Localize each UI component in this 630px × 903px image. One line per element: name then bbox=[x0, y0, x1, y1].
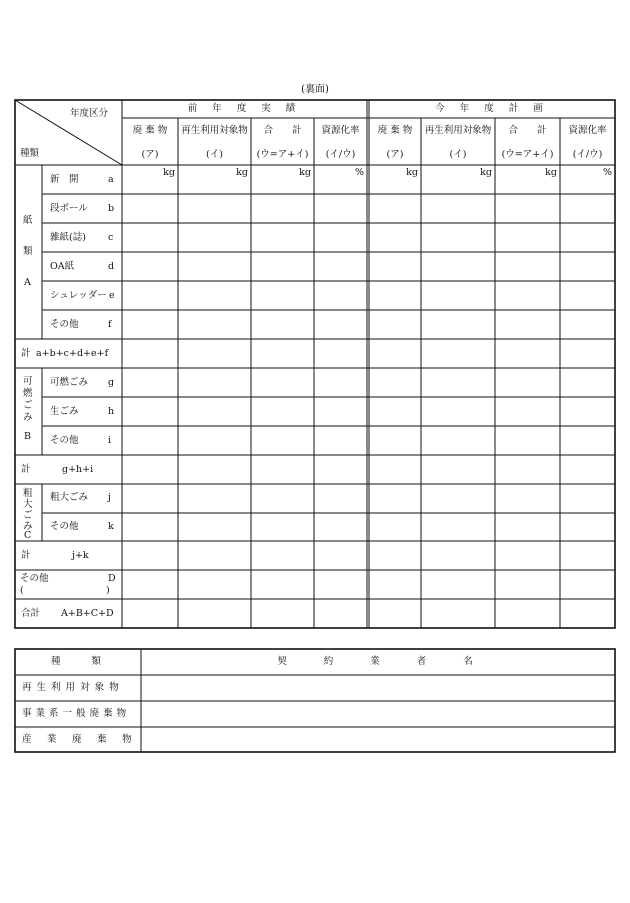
row-code: j bbox=[108, 492, 111, 503]
group-previous-year: 前 年 度 実 績 bbox=[187, 103, 302, 114]
col-header-rate-prev: 資源化率 bbox=[321, 125, 360, 136]
unit-label: kg bbox=[163, 167, 175, 178]
category-burnable-char: 燃 bbox=[23, 388, 33, 399]
category-bulky-char: 粗 bbox=[23, 488, 33, 499]
col-subheader-a-curr: (ア) bbox=[386, 149, 404, 160]
unit-label: % bbox=[354, 167, 364, 178]
row-code: b bbox=[108, 203, 115, 214]
paren-close: ) bbox=[106, 585, 110, 596]
row-label: 新 開 bbox=[50, 174, 79, 185]
row-code: d bbox=[108, 261, 115, 272]
unit-label: kg bbox=[299, 167, 311, 178]
row-code: f bbox=[108, 319, 112, 330]
row-code: j+k bbox=[72, 550, 89, 561]
col-header-total-curr: 合 計 bbox=[508, 125, 547, 136]
col-subheader-u-curr: (ウ=ア+イ) bbox=[501, 149, 554, 160]
row-code: g+h+i bbox=[62, 464, 94, 475]
row-label: その他 bbox=[50, 435, 79, 446]
unit-label: % bbox=[602, 167, 612, 178]
row-label: その他 bbox=[50, 521, 79, 532]
row-label: 合計 bbox=[21, 608, 41, 619]
category-burnable-char: ご bbox=[23, 400, 33, 411]
unit-label: kg bbox=[406, 167, 418, 178]
category-bulky-char: 大 bbox=[23, 499, 33, 510]
row-label: シュレッダー bbox=[50, 290, 107, 301]
row-code: h bbox=[108, 406, 115, 417]
page-title: (裏面) bbox=[301, 84, 329, 95]
col-subheader-a-prev: (ア) bbox=[141, 149, 159, 160]
row-code: A+B+C+D bbox=[61, 608, 114, 619]
unit-label: kg bbox=[236, 167, 248, 178]
col-subheader-i-prev: (イ) bbox=[206, 149, 223, 160]
row-label: 粗大ごみ bbox=[50, 492, 89, 503]
row-code: i bbox=[108, 435, 112, 446]
category-paper-char: 紙 bbox=[23, 215, 33, 226]
unit-label: kg bbox=[480, 167, 492, 178]
group-current-year: 今 年 度 計 画 bbox=[435, 103, 549, 114]
col-header-recyclable-curr: 再生利用対象物 bbox=[424, 125, 492, 136]
corner-kind-label: 種類 bbox=[20, 148, 40, 159]
row-label: 段ボール bbox=[50, 203, 88, 214]
unit-label: kg bbox=[545, 167, 557, 178]
row-label: OA紙 bbox=[50, 261, 75, 272]
category-paper-char: 類 bbox=[23, 246, 33, 257]
row-code: g bbox=[108, 377, 115, 388]
contractor-row-label: 産 業 廃 棄 物 bbox=[22, 734, 133, 745]
contractor-row-label: 再 生 利 用 対 象 物 bbox=[22, 682, 120, 693]
col-subheader-u-prev: (ウ=ア+イ) bbox=[256, 149, 309, 160]
row-code: D bbox=[108, 573, 116, 584]
category-bulky-char: ご bbox=[23, 510, 33, 521]
category-burnable-char: み bbox=[23, 412, 33, 423]
paren-open: ( bbox=[20, 585, 24, 596]
category-paper-code: A bbox=[24, 277, 31, 288]
contractor-kind-header: 種 類 bbox=[50, 656, 105, 667]
category-bulky-char: み bbox=[23, 521, 33, 532]
row-code: a bbox=[108, 174, 114, 185]
col-subheader-ratio-curr: (イ/ウ) bbox=[572, 149, 603, 160]
col-header-waste-curr: 廃 棄 物 bbox=[377, 125, 413, 136]
col-subheader-i-curr: (イ) bbox=[449, 149, 467, 160]
row-code: a+b+c+d+e+f bbox=[36, 348, 109, 359]
row-code: k bbox=[108, 521, 114, 532]
row-label: 計 bbox=[21, 550, 31, 561]
row-label: 可燃ごみ bbox=[50, 377, 89, 388]
category-burnable-code: B bbox=[24, 431, 31, 442]
row-label: その他 bbox=[20, 573, 49, 584]
col-header-waste-prev: 廃 棄 物 bbox=[132, 125, 168, 136]
contractor-name-header: 契 約 業 者 名 bbox=[277, 656, 479, 667]
row-label: 生ごみ bbox=[50, 406, 79, 417]
row-label: 計 bbox=[21, 348, 31, 359]
col-header-rate-curr: 資源化率 bbox=[568, 125, 607, 136]
col-subheader-ratio-prev: (イ/ウ) bbox=[325, 149, 356, 160]
row-label: その他 bbox=[50, 319, 79, 330]
col-header-total-prev: 合 計 bbox=[263, 125, 302, 136]
row-label: 雑紙(誌) bbox=[50, 232, 86, 243]
category-bulky-code: C bbox=[24, 530, 32, 541]
contractor-row-label: 事 業 系 一 般 廃 棄 物 bbox=[22, 708, 127, 719]
category-burnable-char: 可 bbox=[23, 376, 33, 387]
row-code: c bbox=[108, 232, 114, 243]
col-header-recyclable-prev: 再生利用対象物 bbox=[181, 125, 248, 136]
row-code: e bbox=[109, 290, 115, 301]
corner-year-label: 年度区分 bbox=[70, 108, 109, 119]
row-label: 計 bbox=[21, 464, 31, 475]
